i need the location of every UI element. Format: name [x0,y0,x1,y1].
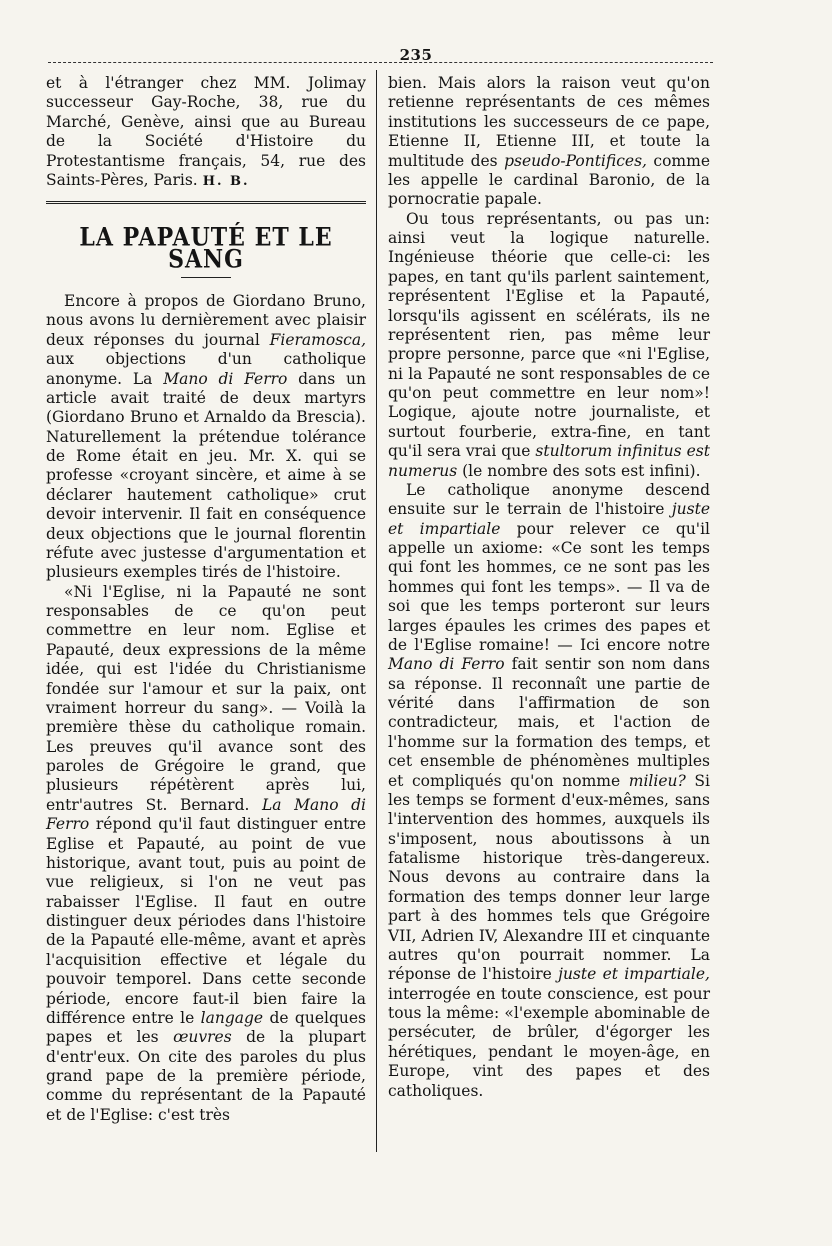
title-dash [181,277,231,278]
latin-phrase: stultorum infinitus est numerus [388,442,710,480]
paragraph: bien. Mais alors la raison veut qu'on retienne représentants de ces mêmes institutions les successeurs de ce pape, Etienne II, Etienne III, et toute la multitude des pseudo-Pontifices, comme les appelle le cardinal Baronio, de la pornocratie papale. [388,74,710,209]
header-rule [48,62,713,63]
article-title: LA PAPAUTÉ ET LE SANG [79,222,333,275]
paragraph: Ou tous représentants, ou pas un: ainsi veut la logique naturelle. Ingénieuse théorie que celle-ci: les papes, en tant qu'ils parlent saintement, représentent l'Eglise et la Papauté, lorsqu'ils agissent en scélérats, ils ne représentent rien, pas même leur propre personne, parce que «ni l'Eglise, ni la Papauté ne sont responsables de ce qu'on peut commettre en leur nom»! Logique, ajoute notre journaliste, et surtout fourberie, extra-fine, en tant qu'il sera vrai que stultorum infinitus est numerus (le nombre des sots est infini). [388,209,710,480]
paragraph: Encore à propos de Giordano Bruno, nous avons lu dernièrement avec plaisir deux réponses du journal Fieramosca, aux objections d'un catholique anonyme. La Mano di Ferro dans un article avait traité de deux martyrs (Giordano Bruno et Arnaldo da Brescia). Naturellement la prétendue tolérance de Rome était en jeu. Mr. X. qui se professe «croyant sincère, et aime à se déclarer hautement catholique» crut devoir intervenir. Il fait en conséquence deux objections que le journal florentin réfute avec justesse d'argumentation et plusieurs exemples tirés de l'histoire. [46,292,366,582]
right-column [388,74,710,1101]
author-signature: H. B. [202,173,250,189]
page-number: 235 [399,46,433,64]
column-divider [376,70,377,1152]
newspaper-name: Mano di Ferro [388,655,505,674]
section-separator [46,201,366,204]
bookseller-notice [46,74,366,191]
newspaper-name: Fieramosca, [269,330,366,349]
paragraph: «Ni l'Eglise, ni la Papauté ne sont responsables de ce qu'on peut commettre en leur nom. Eglise et Papauté, deux expressions de la même idée, qui est l'idée du Christianisme fondée sur l'amour et sur la paix, ont vraiment horreur du sang». — Voilà la première thèse du catholique romain. Les preuves qu'il avance sont des paroles de Grégoire le grand, que plusieurs répétèrent après lui, entr'autres St. Bernard. La Mano di Ferro répond qu'il faut distinguer entre Eglise et Papauté, au point de vue historique, avant tout, puis au point de vue religieux, si l'on ne veut pas rabaisser l'Eglise. Il faut en outre distinguer deux périodes dans l'histoire de la Papauté elle-même, avant et après l'acquisition effective et légale du pouvoir temporel. Dans cette seconde période, encore faut-il bien faire la différence entre le langage de quelques papes et les œuvres de la plupart d'entr'eux. On cite des paroles du plus grand pape de la première période, comme du représentant de la Papauté et de l'Eglise: c'est très [46,582,366,1124]
bookseller-notice-text: et à l'étranger chez MM. Jolimay successeur Gay-Roche, 38, rue du Marché, Genève, ainsi que au Bureau de la Société d'Histoire du Protestantisme français, 54, rue des Saints-Pères, Paris. [46,74,366,189]
paragraph: Le catholique anonyme descend ensuite sur le terrain de l'histoire juste et impartiale pour relever ce qu'il appelle un axiome: «Ce sont les temps qui font les hommes, ce ne sont pas les hommes qui font les temps». — Il va de soi que les temps porteront sur leurs larges épaules les crimes des papes et de l'Eglise romaine! — Ici encore notre Mano di Ferro fait sentir son nom dans sa réponse. Il reconnaît une partie de vérité dans l'affirmation de son contradicteur, mais, et l'action de l'homme sur la formation des temps, et cet ensemble de phénomènes multiples et compliqués qu'on nomme milieu? Si les temps se forment d'eux-mêmes, sans l'intervention des hommes, auxquels ils s'imposent, nous aboutissons à un fatalisme historique très-dangereux. Nous devons au contraire dans la formation des temps donner leur large part à des hommes tels que Grégoire VII, Adrien IV, Alexandre III et cinquante autres qu'on pourrait nommer. La réponse de l'histoire juste et impartiale, interrogée en toute conscience, est pour tous la même: «l'exemple abominable de persécuter, de brûler, d'égorger les hérétiques, pendant le moyen-âge, en Europe, vint des papes et des catholiques. [388,480,711,1100]
newspaper-name: Mano di Ferro [163,369,288,388]
left-column [46,74,366,1125]
newspaper-name: La Mano di Ferro [46,795,366,834]
